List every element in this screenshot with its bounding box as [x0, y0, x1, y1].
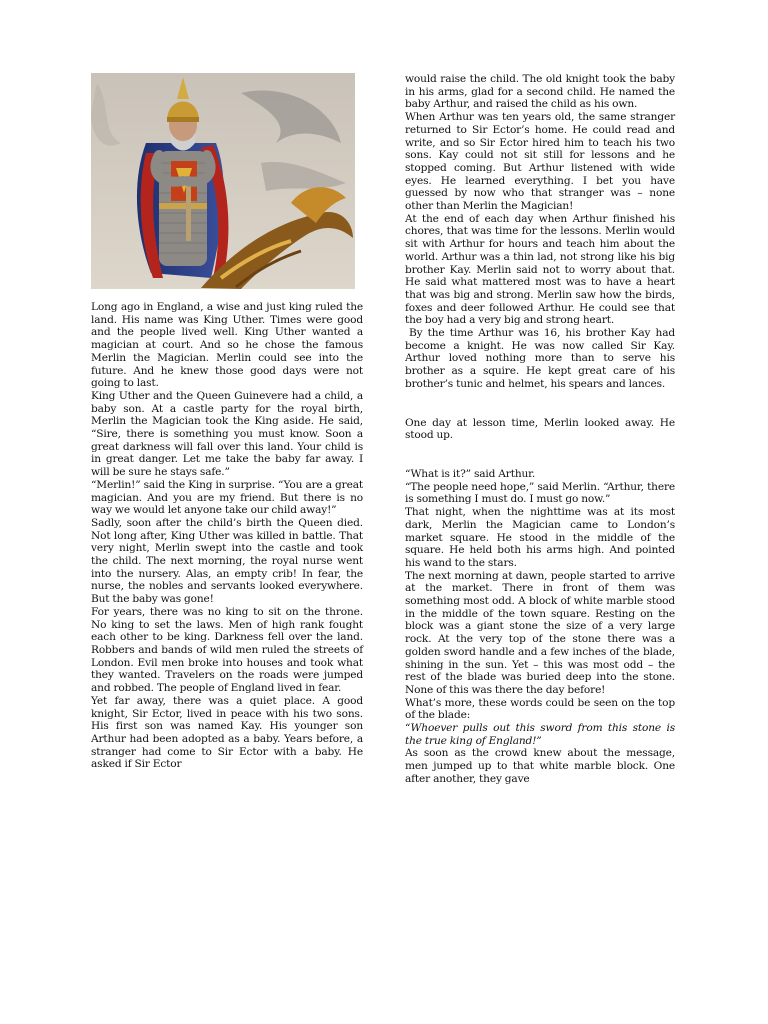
left-story-column: [91, 301, 363, 771]
story-paragraph: When Arthur was ten years old, the same stranger returned to Sir Ector’s home. He could read and write, and so Sir Ector hired him to teach his two sons. Kay could not sit still for lessons and he stopped coming. But Arthur listened with wide eyes. He learned everything. I bet you have guessed by now who that stranger was – none other than Merlin the Magician!: [405, 111, 675, 213]
story-paragraph: Sadly, soon after the child’s birth the Queen died. Not long after, King Uther was killed in battle. That very night, Merlin swept into the castle and took the child. The next morning, the royal nurse went into the nursery. Alas, an empty crib! In fear, the nurse, the nobles and servants looked everywhere. But the baby was gone!: [91, 516, 363, 606]
sword-inscription: “Whoever pulls out this sword from this stone is the true king of England!”: [405, 722, 675, 747]
story-paragraph: “What is it?” said Arthur.: [405, 467, 536, 480]
story-paragraph: The next morning at dawn, people started to arrive at the market. There in front of them was something most odd. A block of white marble stood in the middle of the town square. Resting on the block was a giant stone the size of a very large rock. At the very top of the stone there was a golden sword handle and a few inches of the blade, shining in the sun. Yet – this was most odd – the rest of the blade was buried deep into the stone. None of this was there the day before!: [405, 569, 675, 696]
story-paragraph: As soon as the crowd knew about the message, men jumped up to that white marble block. One after another, they gave: [405, 747, 675, 785]
story-paragraph: At the end of each day when Arthur finished his chores, that was time for the lessons. Merlin would sit with Arthur for hours and teach him about the world. Arthur was a thin lad, not strong like his big brother Kay. Merlin said not to worry about that. He said what mattered most was to have a heart that was big and strong. Merlin saw how the birds, foxes and deer followed Arthur. He could see that the boy had a very big and strong heart.: [405, 212, 675, 327]
right-story-column: [405, 73, 675, 786]
story-paragraph: Yet far away, there was a quiet place. A good knight, Sir Ector, lived in peace with his two sons. His first son was named Kay. His younger son Arthur had been adopted as a baby. Years before, a stranger had come to Sir Ector with a baby. He asked if Sir Ector: [91, 694, 363, 771]
story-paragraph: King Uther and the Queen Guinevere had a child, a baby son. At a castle party for the royal birth, Merlin the Magician took the King aside. He said, “Sire, there is something you must know. Soon a great darkness will fall over this land. Your child is in great danger. Let me take the baby far away. I will be sure he stays safe.”: [91, 389, 363, 479]
story-paragraph: would raise the child. The old knight took the baby in his arms, glad for a second child. He named the baby Arthur, and raised the child as his own.: [405, 73, 675, 111]
story-paragraph: “The people need hope,” said Merlin. “Arthur, there is something I must do. I must go now.”: [405, 480, 675, 506]
story-paragraph: Long ago in England, a wise and just king ruled the land. His name was King Uther. Times were good and the people lived well. King Uther wanted a magician at court. And so he chose the famous Merlin the Magician. Merlin could see into the future. And he knew those good days were not going to last.: [91, 301, 363, 390]
story-paragraph: By the time Arthur was 16, his brother Kay had become a knight. He was now called Sir Kay. Arthur loved nothing more than to serve his brother as a squire. He kept great care of his brother’s tunic and helmet, his spears and lances.: [405, 327, 675, 390]
story-paragraph: One day at lesson time, Merlin looked away. He stood up.: [405, 416, 675, 442]
story-paragraph: That night, when the nighttime was at its most dark, Merlin the Magician came to London’s market square. He stood in the middle of the square. He held both his arms high. And pointed his wand to the stars.: [405, 506, 675, 569]
king-with-sword-icon: [91, 73, 355, 289]
story-paragraph: For years, there was no king to sit on the throne. No king to set the laws. Men of high rank fought each other to be king. Darkness fell over the land. Robbers and bands of wild men ruled the streets of London. Evil men broke into houses and took what they wanted. Travelers on the roads were jumped and robbed. The people of England lived in fear.: [91, 605, 363, 695]
story-paragraph: What’s more, these words could be seen on the top of the blade:: [405, 696, 675, 722]
story-paragraph: “Merlin!” said the King in surprise. “You are a great magician. And you are my friend. But there is no way we would let anyone take our child away!”: [91, 478, 363, 517]
king-illustration: [91, 73, 355, 289]
